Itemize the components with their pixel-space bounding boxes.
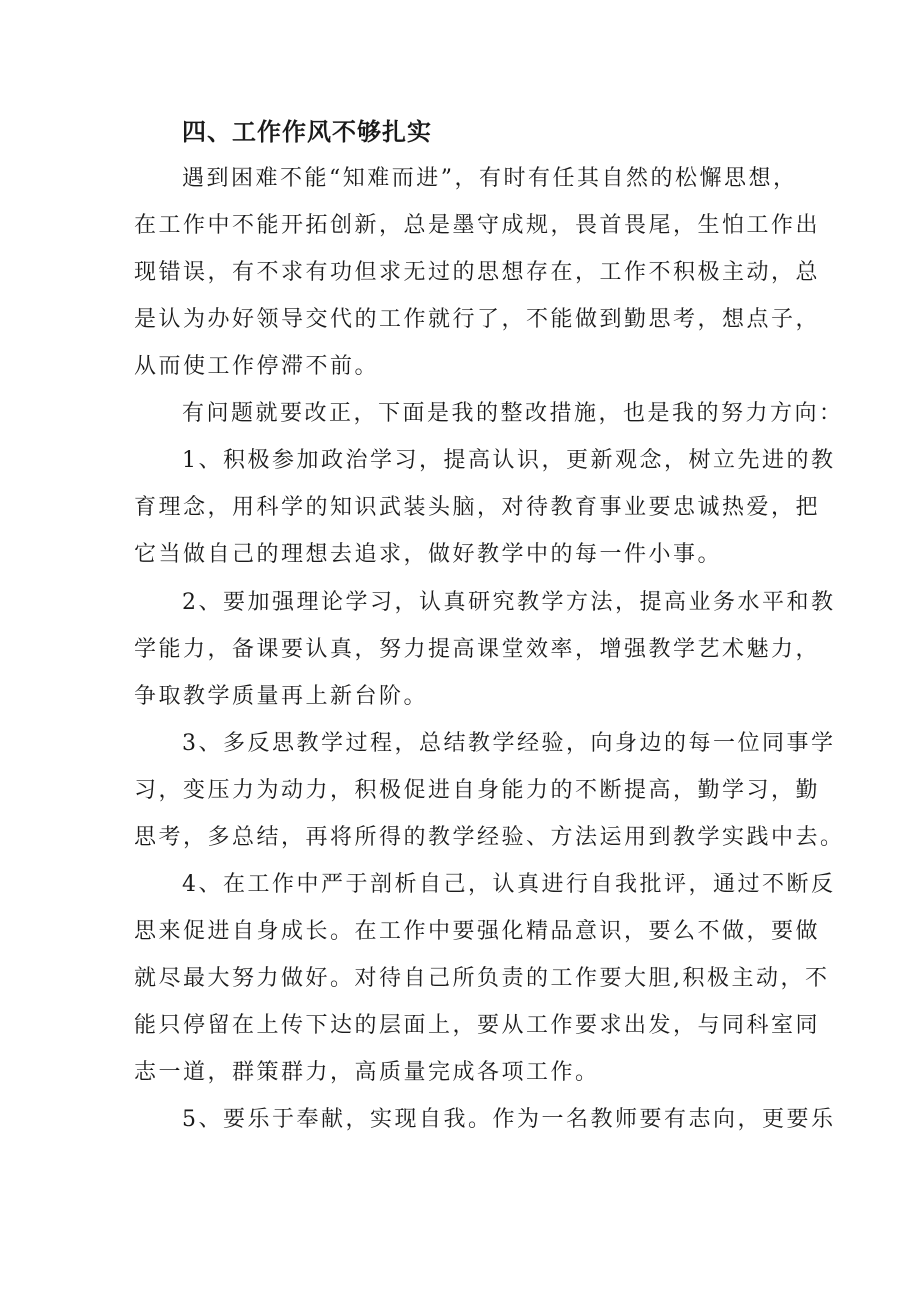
text-line: 是认为办好领导交代的工作就行了，不能做到勤思考，想点子， xyxy=(134,307,821,332)
text-line: 从而使工作停滞不前。 xyxy=(134,354,380,379)
section-heading: 四、工作作风不够扎实 xyxy=(182,118,432,146)
text-line: 有问题就要改正，下面是我的整改措施，也是我的努力方向： xyxy=(182,401,844,426)
text-line: 遇到困难不能“知难而进”，有时有任其自然的松懈思想， xyxy=(182,166,798,191)
text-line: 习，变压力为动力，积极促进自身能力的不断提高，勤学习，勤 xyxy=(134,778,821,803)
text-line: 思来促进自身成长。在工作中要强化精品意识，要么不做，要做 xyxy=(134,919,821,944)
text-line: 就尽最大努力做好。对待自己所负责的工作要大胆,积极主动，不 xyxy=(134,966,830,991)
text-line: 能只停留在上传下达的层面上，要从工作要求出发，与同科室同 xyxy=(134,1013,821,1038)
text-line: 1、积极参加政治学习，提高认识，更新观念，树立先进的教 xyxy=(182,448,836,473)
text-line: 3、多反思教学过程，总结教学经验，向身边的每一位同事学 xyxy=(182,731,836,756)
text-line: 4、在工作中严于剖析自己，认真进行自我批评，通过不断反 xyxy=(182,872,836,897)
text-line: 学能力，备课要认真，努力提高课堂效率，增强教学艺术魅力， xyxy=(134,637,821,662)
text-line: 争取教学质量再上新台阶。 xyxy=(134,684,429,709)
text-line: 它当做自己的理想去追求，做好教学中的每一件小事。 xyxy=(134,542,723,567)
text-line: 在工作中不能开拓创新，总是墨守成规，畏首畏尾，生怕工作出 xyxy=(134,213,821,238)
text-line: 5、要乐于奉献，实现自我。作为一名教师要有志向，更要乐 xyxy=(182,1107,836,1132)
text-line: 育理念，用科学的知识武装头脑，对待教育事业要忠诚热爱，把 xyxy=(134,495,821,520)
text-line: 思考，多总结，再将所得的教学经验、方法运用到教学实践中去。 xyxy=(134,825,845,850)
text-line: 现错误，有不求有功但求无过的思想存在，工作不积极主动，总 xyxy=(134,260,821,285)
text-line: 志一道，群策群力，高质量完成各项工作。 xyxy=(134,1060,600,1085)
text-line: 2、要加强理论学习，认真研究教学方法，提高业务水平和教 xyxy=(182,590,836,615)
